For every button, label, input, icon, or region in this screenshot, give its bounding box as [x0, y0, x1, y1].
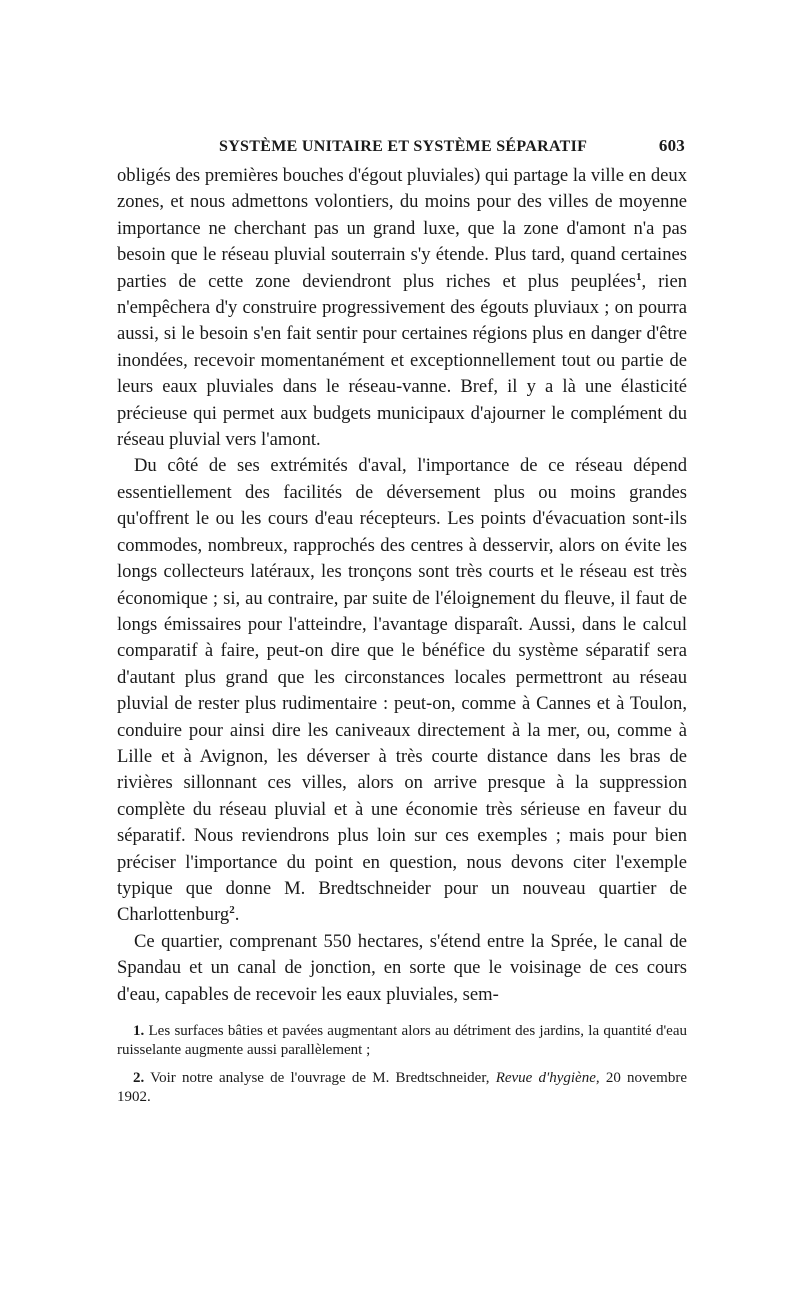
paragraph-3	[117, 929, 687, 1008]
footnote-2-text: Voir notre analyse de l'ouvrage de M. Bredtschneider,	[144, 1070, 496, 1086]
footnote-ref-2: 2	[229, 904, 235, 917]
paragraph-1-text-cont: , rien n'empêchera d'y construire progressivement des égouts pluviaux ; on pourra aussi, si le besoin s'en fait sentir pour certaines régions plus en danger d'être inondées, recevoir momentanément et exceptionnellement tout ou partie de leurs eaux pluviales dans le réseau-vanne. Bref, il y a là une élasticité précieuse qui permet aux budgets municipaux d'ajourner le complément du réseau pluvial vers l'amont.	[117, 270, 687, 451]
footnote-2-number: 2.	[133, 1070, 145, 1086]
footnote-ref-1: 1	[635, 270, 642, 283]
running-title: SYSTÈME UNITAIRE ET SYSTÈME SÉPARATIF	[219, 138, 588, 155]
footnote-2-date: , 20 novembre 1902.	[117, 1070, 688, 1105]
footnote-2-journal: Revue d'hygiène	[495, 1070, 596, 1086]
paragraph-2-text: Du côté de ses extrémités d'aval, l'importance de ce réseau dépend essentiellement des facilités de déversement plus ou moins grandes qu'offrent le ou les cours d'eau récepteurs. Les points d'évacuation sont-ils commodes, nombreux, rapprochés des centres à desservir, alors on évite les longs collecteurs latéraux, les tronçons sont très courts et le réseau est très économique ; si, au contraire, par suite de l'éloignement du fleuve, il faut de longs émissaires pour l'atteindre, l'avantage disparaît. Aussi, dans le calcul comparatif à faire, peut-on dire que le bénéfice du système séparatif sera d'autant plus grand que les circonstances locales permettront au réseau pluvial de rester plus rudimentaire : peut-on, comme à Cannes et à Toulon, conduire pour ainsi dire les caniveaux directement à la mer, ou, comme à Lille et à Avignon, les déverser à très courte distance dans les bras de rivières sillonnant ces villes, alors on arrive presque à la suppression complète du réseau pluvial et à une économie très sérieuse en faveur du séparatif. Nous reviendrons plus loin sur ces exemples ; mais pour bien préciser l'importance du point en question, nous devons citer l'exemple typique que donne M. Bredtschneider pour un nouveau quartier de Charlottenburg	[117, 455, 687, 926]
paragraph-2	[117, 453, 687, 928]
running-header	[117, 130, 687, 160]
footnote-2	[117, 1069, 687, 1107]
footnote-1-number: 1.	[133, 1023, 145, 1039]
page-number: 603	[658, 136, 685, 155]
paragraph-1	[117, 163, 687, 453]
body-text	[117, 163, 687, 1008]
footnote-1	[117, 1022, 687, 1060]
footnotes	[117, 1022, 687, 1107]
paragraph-2-text-end: .	[234, 904, 240, 926]
book-page	[117, 130, 687, 1116]
paragraph-1-text: obligés des premières bouches d'égout pluviales) qui partage la ville en deux zones, et nous admettons volontiers, du moins pour des villes de moyenne importance ne cherchant pas un grand luxe, que la zone d'amont n'a pas besoin que le réseau pluvial souterrain s'y étende. Plus tard, quand certaines parties de cette zone deviendront plus riches et plus peuplées	[117, 165, 687, 292]
paragraph-3-text: Ce quartier, comprenant 550 hectares, s'étend entre la Sprée, le canal de Spandau et un canal de jonction, en sorte que le voisinage de ces cours d'eau, capables de recevoir les eaux pluviales, sem-	[117, 930, 687, 1005]
footnote-1-text: Les surfaces bâties et pavées augmentant alors au détriment des jardins, la quantité d'eau ruisselante augmente aussi parallèlement ;	[117, 1023, 687, 1058]
